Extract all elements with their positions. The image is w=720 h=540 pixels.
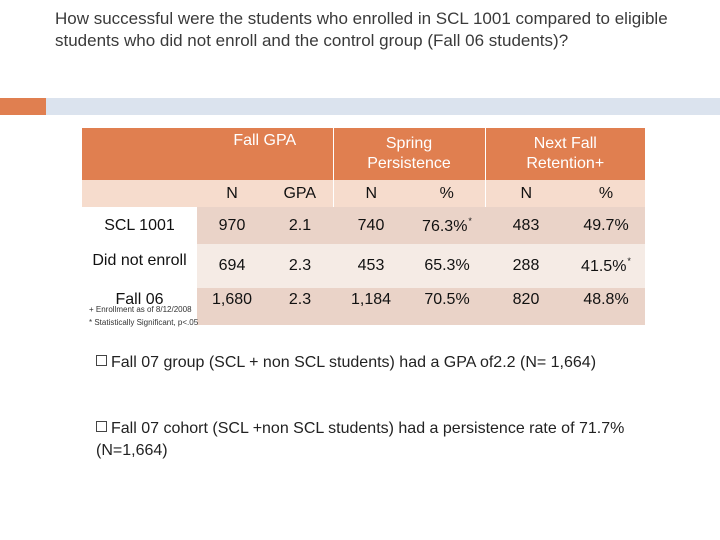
table-row xyxy=(82,244,645,288)
row-label-did-not-enroll: Did not enroll xyxy=(82,244,197,288)
cell-value: 820 xyxy=(485,288,567,325)
sub-header-corner xyxy=(82,180,197,207)
bullet-persistence xyxy=(96,418,656,462)
header-next-fall-retention-text: Next Fall Retention+ xyxy=(526,135,605,172)
checkbox-bullet-icon xyxy=(96,355,107,366)
results-table xyxy=(82,128,645,325)
cell-value: 70.5% xyxy=(409,288,485,325)
significance-mark: * xyxy=(468,215,472,226)
sub-header-row xyxy=(82,180,645,207)
significance-mark: * xyxy=(627,256,631,266)
footnote-significance: * Statistically Significant, p<.05 xyxy=(89,318,199,327)
header-spring-persistence xyxy=(333,128,485,180)
cell-value: 288 xyxy=(485,244,567,288)
cell-value: 453 xyxy=(333,244,409,288)
footnote-enrollment: + Enrollment as of 8/12/2008 xyxy=(89,305,192,314)
row-label-scl1001: SCL 1001 xyxy=(82,207,197,244)
row-label-fall06: Fall 06 xyxy=(82,288,197,325)
cell-value: 41.5% xyxy=(581,258,627,275)
table-row xyxy=(82,207,645,244)
sub-header-gpa: GPA xyxy=(267,180,333,207)
header-rule xyxy=(46,98,720,115)
header-corner xyxy=(82,128,197,180)
group-header-row xyxy=(82,128,645,180)
cell-value: 76.3% xyxy=(422,217,468,235)
cell-value: 694 xyxy=(197,244,267,288)
cell-value: 970 xyxy=(197,207,267,244)
cell-value: 1,184 xyxy=(333,288,409,325)
slide-title: How successful were the students who enrolled in SCL 1001 compared to eligible students who did not enroll and the control group (Fall 06 students)? xyxy=(55,9,668,50)
sub-header-n-persistence: N xyxy=(333,180,409,207)
bullet-gpa-text: Fall 07 group (SCL + non SCL students) had a GPA of2.2 (N= 1,664) xyxy=(111,354,597,371)
cell-value: 2.3 xyxy=(267,288,333,325)
cell-value: 1,680 xyxy=(197,288,267,325)
sub-header-n-retention: N xyxy=(485,180,567,207)
cell-value-sig xyxy=(409,207,485,244)
sub-header-pct-persistence: % xyxy=(409,180,485,207)
header-spring-persistence-text: Spring Persistence xyxy=(367,135,451,172)
header-next-fall-retention xyxy=(485,128,645,180)
bullet-persistence-text: Fall 07 cohort (SCL +non SCL students) had a persistence rate of 71.7% (N=1,664) xyxy=(96,420,625,459)
cell-value: 65.3% xyxy=(409,244,485,288)
sub-header-pct-retention: % xyxy=(567,180,645,207)
accent-bar xyxy=(0,98,46,115)
sub-header-n-gpa: N xyxy=(197,180,267,207)
cell-value: 2.1 xyxy=(267,207,333,244)
bullet-gpa xyxy=(96,352,656,374)
checkbox-bullet-icon xyxy=(96,421,107,432)
cell-value-sig xyxy=(567,244,645,288)
cell-value: 740 xyxy=(333,207,409,244)
cell-value: 2.3 xyxy=(267,244,333,288)
cell-value: 49.7% xyxy=(567,207,645,244)
header-fall-gpa: Fall GPA xyxy=(197,128,333,180)
cell-value: 483 xyxy=(485,207,567,244)
cell-value: 48.8% xyxy=(567,288,645,325)
